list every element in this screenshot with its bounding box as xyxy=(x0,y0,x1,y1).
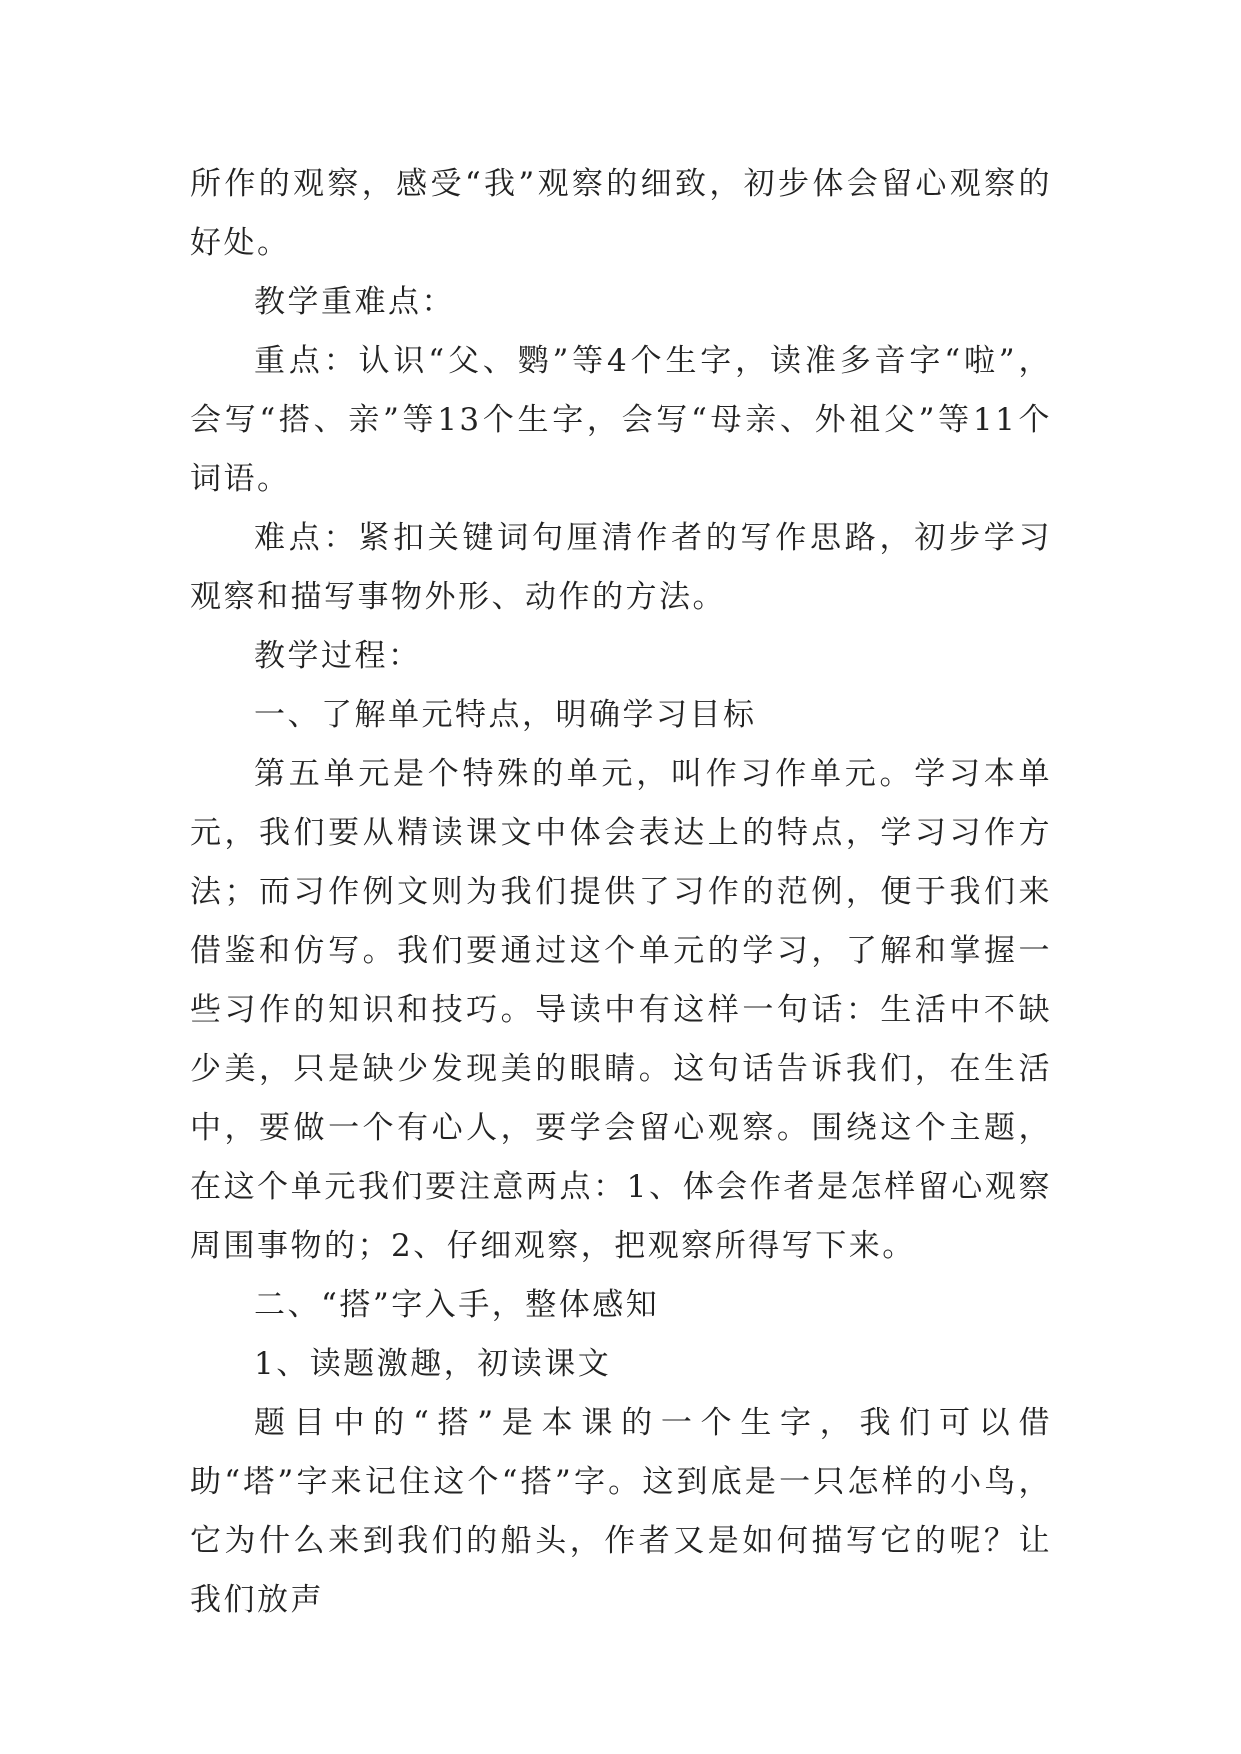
paragraph-continuation: 所作的观察，感受“我”观察的细致，初步体会留心观察的好处。 xyxy=(190,166,1052,261)
section-heading-2: 二、“搭”字入手，整体感知 xyxy=(254,1287,660,1323)
paragraph-title-intro: 题目中的“搭”是本课的一个生字，我们可以借助“塔”字来记住这个“搭”字。这到底是一只怎样的小鸟，它为什么来到我们的船头，作者又是如何描写它的呢？让我们放声 xyxy=(190,1405,1052,1618)
paragraph-unit-intro: 第五单元是个特殊的单元，叫作习作单元。学习本单元，我们要从精读课文中体会表达上的特点，学习习作方法；而习作例文则为我们提供了习作的范例，便于我们来借鉴和仿写。我们要通过这个单元的学习，了解和掌握一些习作的知识和技巧。导读中有这样一句话：生活中不缺少美，只是缺少发现美的眼睛。这句话告诉我们，在生活中，要做一个有心人，要学会留心观察。围绕这个主题，在这个单元我们要注意两点：1、体会作者是怎样留心观察周围事物的；2、仔细观察，把观察所得写下来。 xyxy=(190,756,1052,1264)
subsection-heading-1: 1、读题激趣，初读课文 xyxy=(254,1346,612,1382)
paragraph-difficulties: 难点：紧扣关键词句厘清作者的写作思路，初步学习观察和描写事物外形、动作的方法。 xyxy=(190,520,1052,615)
document-body xyxy=(190,155,1052,1630)
section-heading-1: 一、了解单元特点，明确学习目标 xyxy=(254,697,757,733)
paragraph-key-points-heading: 教学重难点： xyxy=(254,284,455,320)
paragraph-key-points: 重点：认识“父、鹦”等4个生字，读准多音字“啦”，会写“搭、亲”等13个生字，会写“母亲、外祖父”等11个词语。 xyxy=(190,343,1052,497)
paragraph-process-heading: 教学过程： xyxy=(254,638,422,674)
